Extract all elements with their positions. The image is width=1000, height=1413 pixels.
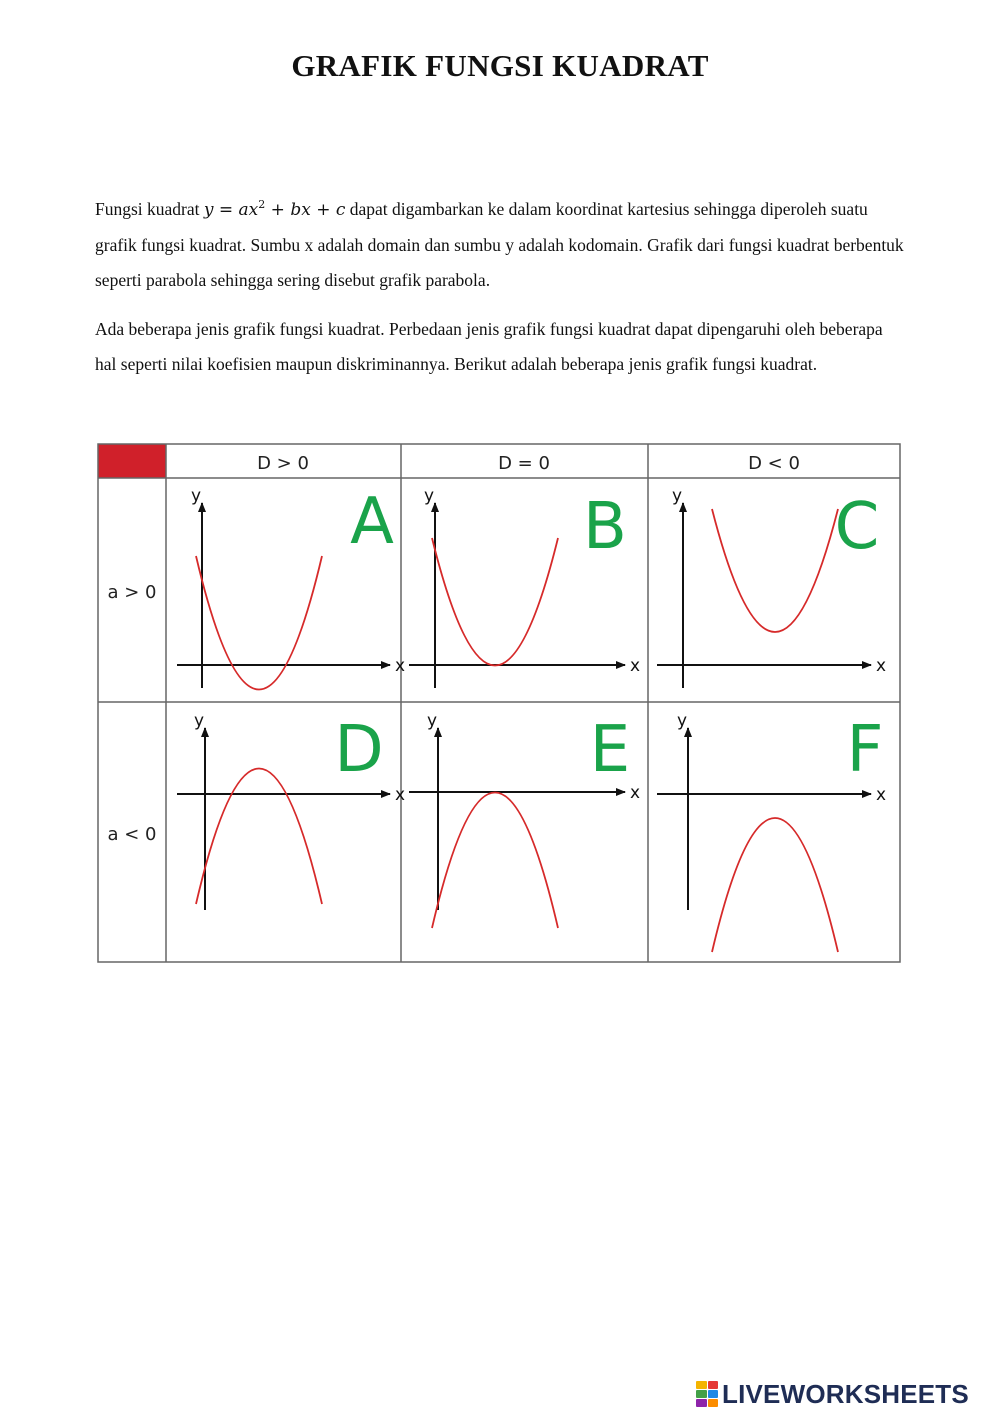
table-border (98, 444, 900, 962)
parabola-curve (196, 556, 322, 690)
parabola-curve (712, 818, 838, 952)
parabola-types-table (97, 443, 901, 963)
y-axis-label: y (423, 486, 435, 506)
parabola-cell-d (177, 711, 405, 910)
table-grid (98, 444, 900, 962)
parabola-cell-c (657, 486, 886, 688)
liveworksheets-logo-icon (696, 1381, 718, 1407)
column-header-d-negative: D < 0 (748, 453, 800, 474)
formula-exponent: 2 (258, 198, 266, 211)
quadratic-formula (204, 200, 346, 220)
graph-letter-d: D (334, 713, 384, 787)
liveworksheets-brand: LIVEWORKSHEETS (722, 1378, 969, 1409)
parabola-curve (712, 509, 838, 632)
table-corner-cell (98, 444, 166, 478)
graph-letter-b: B (583, 490, 627, 564)
parabola-curve (432, 538, 558, 666)
parabola-cell-a (177, 485, 405, 690)
logo-block (696, 1399, 707, 1407)
column-header-d-zero: D = 0 (498, 453, 550, 474)
x-axis-label: x (876, 656, 887, 676)
column-header-d-positive: D > 0 (257, 453, 309, 474)
y-axis-label: y (193, 711, 205, 731)
parabola-cell-b (409, 486, 640, 688)
y-axis-label: y (426, 711, 438, 731)
x-axis-label: x (395, 656, 406, 676)
parabola-table-svg (97, 443, 901, 963)
logo-block (708, 1381, 719, 1389)
graph-letter-a: A (350, 485, 394, 559)
graph-letter-f: F (846, 713, 884, 787)
parabola-curve (196, 769, 322, 905)
y-axis-label: y (676, 711, 688, 731)
x-axis-label: x (395, 785, 406, 805)
parabola-curve (432, 793, 558, 929)
liveworksheets-logo (696, 1378, 969, 1410)
logo-block (696, 1381, 707, 1389)
intro-paragraph (95, 192, 905, 298)
x-axis-label: x (630, 783, 641, 803)
intro-text-after: dapat digambarkan ke dalam koordinat kartesius sehingga diperoleh suatu grafik fungsi kuadrat. Sumbu x adalah domain dan sumbu y adalah kodomain. Grafik dari fungsi kuadrat berbentuk seperti parabola sehingga sering disebut grafik parabola. (95, 199, 904, 290)
x-axis-label: x (876, 785, 887, 805)
formula-lhs: y = ax (203, 200, 259, 220)
logo-block (708, 1390, 719, 1398)
types-paragraph: Ada beberapa jenis grafik fungsi kuadrat. Perbedaan jenis grafik fungsi kuadrat dapat dipengaruhi oleh beberapa hal seperti nilai koefisien maupun diskriminannya. Berikut adalah beberapa jenis grafik fungsi kuadrat. (95, 319, 883, 374)
graph-letter-c: C (834, 490, 880, 564)
formula-rhs: + bx + c (265, 200, 346, 220)
logo-block (696, 1390, 707, 1398)
graph-letter-e: E (589, 713, 631, 787)
parabola-cell-e (409, 711, 640, 928)
parabola-cell-f (657, 711, 886, 952)
page-title: GRAFIK FUNGSI KUADRAT (291, 48, 709, 83)
intro-text-before: Fungsi kuadrat (95, 199, 204, 219)
row-header-a-positive: a > 0 (107, 582, 157, 603)
y-axis-label: y (190, 486, 202, 506)
row-header-a-negative: a < 0 (107, 824, 157, 845)
logo-block (708, 1399, 719, 1407)
y-axis-label: y (671, 486, 683, 506)
x-axis-label: x (630, 656, 641, 676)
